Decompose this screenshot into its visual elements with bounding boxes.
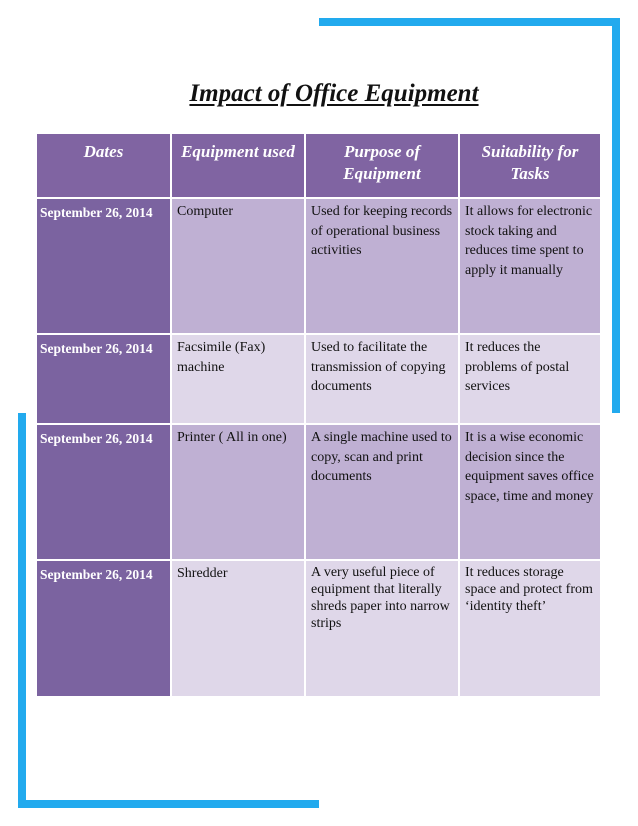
page-title: Impact of Office Equipment bbox=[189, 80, 479, 107]
row-equipment: Printer ( All in one) bbox=[172, 425, 306, 561]
table-row bbox=[37, 335, 602, 425]
row-equipment: Shredder bbox=[172, 561, 306, 698]
row-date: September 26, 2014 bbox=[37, 425, 172, 561]
row-suitability: It allows for electronic stock taking and reduces time spent to apply it manually bbox=[460, 199, 602, 335]
row-date: September 26, 2014 bbox=[37, 335, 172, 425]
row-equipment: Computer bbox=[172, 199, 306, 335]
table-row bbox=[37, 561, 602, 698]
row-date: September 26, 2014 bbox=[37, 199, 172, 335]
row-purpose: Used to facilitate the transmission of copying documents bbox=[306, 335, 460, 425]
row-purpose: Used for keeping records of operational business activities bbox=[306, 199, 460, 335]
header-suitability: Suitability for Tasks bbox=[460, 134, 602, 199]
table-header-row bbox=[37, 134, 602, 199]
header-dates: Dates bbox=[37, 134, 172, 199]
header-purpose: Purpose of Equipment bbox=[306, 134, 460, 199]
row-purpose: A single machine used to copy, scan and print documents bbox=[306, 425, 460, 561]
header-equipment-used: Equipment used bbox=[172, 134, 306, 199]
row-suitability: It reduces storage space and protect from ‘identity theft’ bbox=[460, 561, 602, 698]
table-row bbox=[37, 199, 602, 335]
row-purpose: A very useful piece of equipment that literally shreds paper into narrow strips bbox=[306, 561, 460, 698]
row-suitability: It is a wise economic decision since the equipment saves office space, time and money bbox=[460, 425, 602, 561]
row-equipment: Facsimile (Fax) machine bbox=[172, 335, 306, 425]
equipment-table bbox=[37, 134, 602, 698]
row-date: September 26, 2014 bbox=[37, 561, 172, 698]
row-suitability: It reduces the problems of postal services bbox=[460, 335, 602, 425]
table-row bbox=[37, 425, 602, 561]
